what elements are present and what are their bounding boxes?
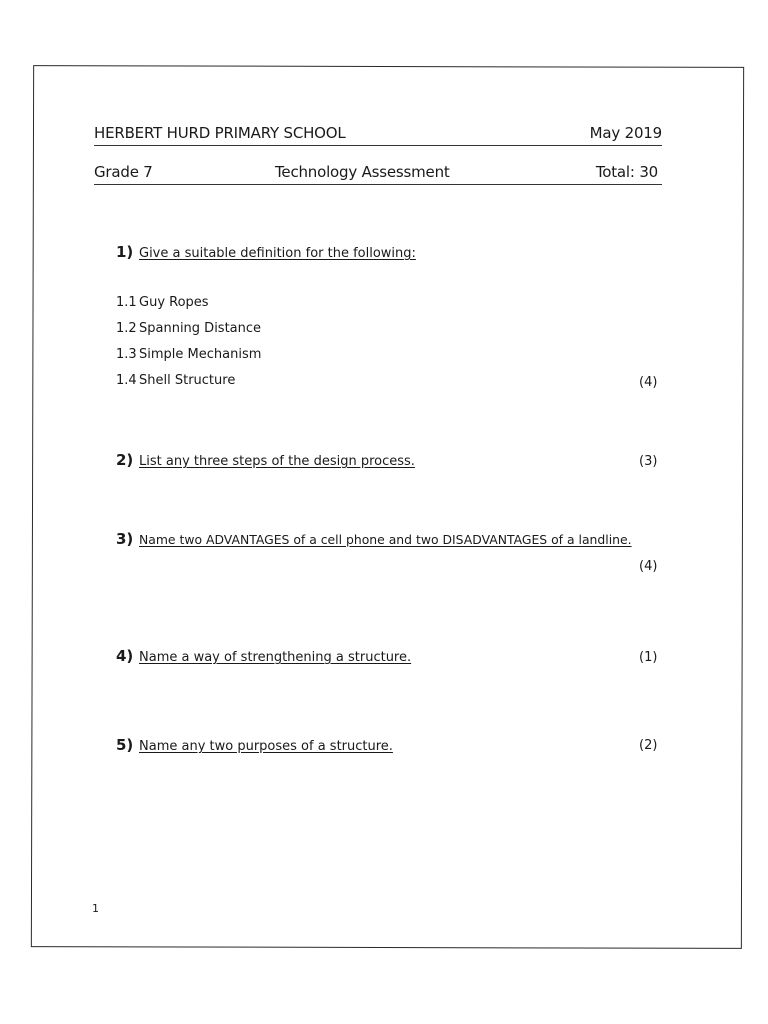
question-number: 3) [116,530,134,548]
header-school-row [94,124,662,144]
school-name: HERBERT HURD PRIMARY SCHOOL [94,124,346,142]
marks-q4: (1) [639,650,658,665]
subitem-number: 1.4 [116,373,137,388]
subitem-number: 1.3 [116,347,137,362]
subitem-text: Simple Mechanism [139,347,262,362]
subitem-text: Spanning Distance [139,321,262,336]
question-text: Name a way of strengthening a structure. [139,650,412,665]
question-text: Name any two purposes of a structure. [139,739,393,754]
question-number: 4) [116,647,134,665]
question-number: 5) [116,736,134,754]
page-number: 1 [92,902,99,915]
subitem-number: 1.2 [116,321,137,336]
marks-q1: (4) [639,375,658,390]
page-border [31,65,744,949]
subitem-1-1 [116,295,209,310]
question-2 [116,451,415,469]
question-number: 1) [116,243,134,261]
marks-q5: (2) [639,738,658,753]
subitem-text: Shell Structure [139,373,236,388]
question-number: 2) [116,451,134,469]
subitem-1-2 [116,321,261,336]
question-4 [116,647,411,665]
question-text: List any three steps of the design process. [139,454,415,469]
header-rule [94,184,662,185]
question-5 [116,736,393,754]
subitem-text: Guy Ropes [139,295,209,310]
exam-date: May 2019 [589,124,662,142]
question-text: Give a suitable definition for the following: [139,246,416,261]
subitem-1-3 [116,347,261,362]
marks-q2: (3) [639,454,658,469]
question-3 [116,530,632,548]
subitem-number: 1.1 [116,295,137,310]
subitem-1-4 [116,373,235,388]
marks-q3: (4) [639,559,658,574]
total-marks: Total: 30 [595,163,658,181]
grade-label: Grade 7 [94,163,153,181]
header-grade-row [94,163,662,183]
header-rule [94,145,662,146]
question-1 [116,243,416,261]
subject-title: Technology Assessment [275,163,450,181]
question-text: Name two ADVANTAGES of a cell phone and two DISADVANTAGES of a landline. [139,532,632,547]
